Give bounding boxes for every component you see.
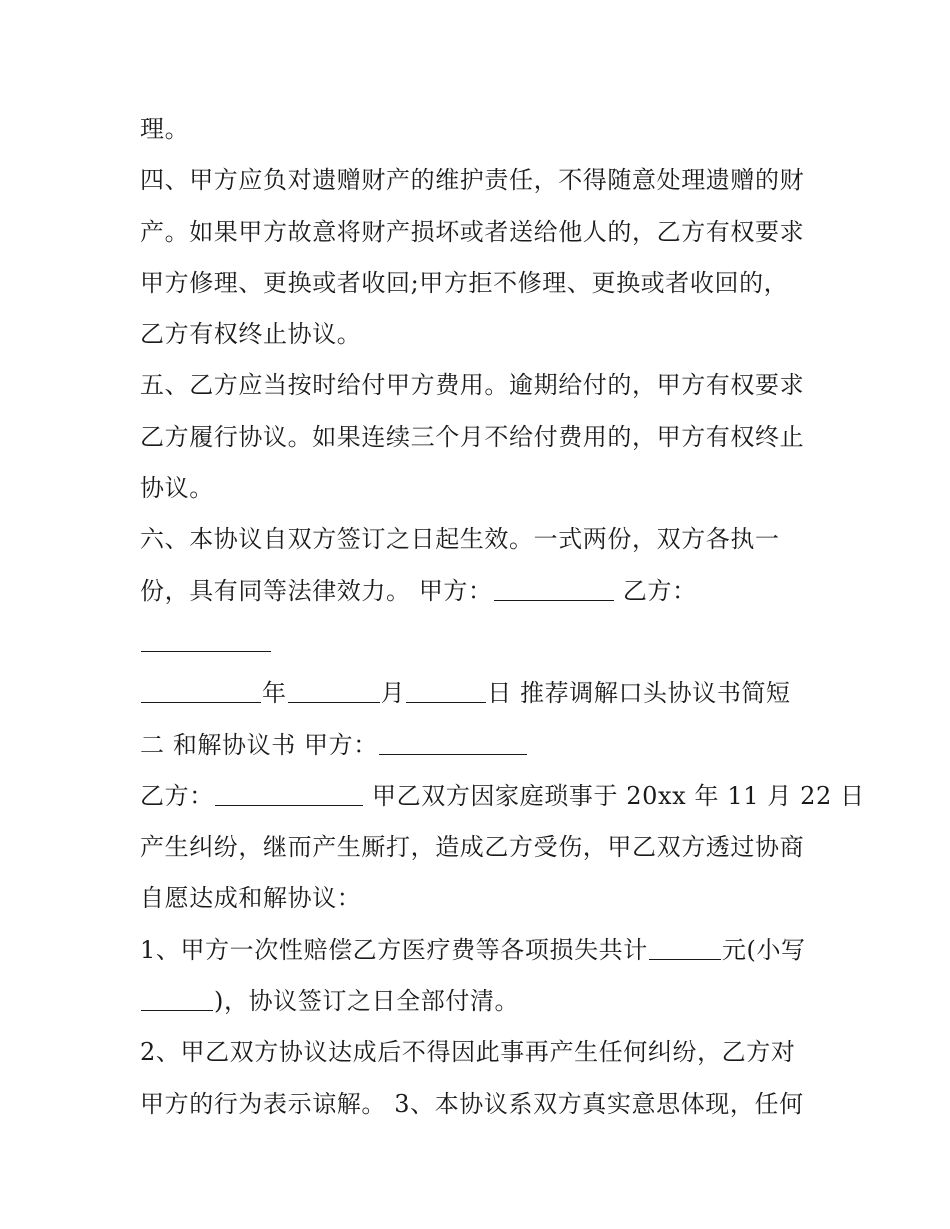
amount-lowercase-blank xyxy=(141,986,213,1011)
text-segment: )，协议签订之日全部付清。 xyxy=(214,987,520,1016)
text-line: 甲方修理、更换或者收回;甲方拒不修理、更换或者收回的， xyxy=(140,268,789,297)
year-blank xyxy=(141,678,261,703)
text-line xyxy=(140,566,820,617)
text-segment: 日 推荐调解口头协议书简短 xyxy=(487,679,791,708)
party-a-blank xyxy=(379,730,527,755)
text-line xyxy=(140,925,820,976)
text-line xyxy=(140,976,820,1027)
text-line: 五、乙方应当按时给付甲方费用。逾期给付的，甲方有权要求 xyxy=(140,371,805,400)
text-segment: 元(小写 xyxy=(721,935,806,964)
text-segment: 二 和解协议书 甲方： xyxy=(140,730,378,759)
amount-blank xyxy=(649,935,721,960)
text-line: 理。 xyxy=(140,115,190,143)
text-line: 协议。 xyxy=(140,474,214,503)
text-line: 自愿达成和解协议： xyxy=(140,884,362,913)
text-segment: 乙方： xyxy=(614,576,697,605)
party-a-blank xyxy=(494,576,614,601)
text-line xyxy=(140,617,820,668)
text-line: 甲方的行为表示谅解。 3、本协议系双方真实意思体现，任何 xyxy=(140,1089,804,1118)
text-segment: 乙方： xyxy=(140,781,214,810)
document-body xyxy=(140,104,865,1130)
text-line: 乙方履行协议。如果连续三个月不给付费用的，甲方有权终止 xyxy=(140,422,805,451)
party-b-blank xyxy=(141,627,271,652)
party-b-blank xyxy=(215,781,363,806)
text-line xyxy=(140,668,820,719)
text-line: 产。如果甲方故意将财产损坏或者送给他人的，乙方有权要求 xyxy=(140,217,805,246)
text-line: 2、甲乙双方协议达成后不得因此事再产生任何纠纷，乙方对 xyxy=(140,1038,796,1067)
month-blank xyxy=(288,678,380,703)
text-segment: 1、甲方一次性赔偿乙方医疗费等各项损失共计 xyxy=(140,935,648,964)
text-line: 四、甲方应负对遗赠财产的维护责任，不得随意处理遗赠的财 xyxy=(140,166,805,195)
day-blank xyxy=(406,678,486,703)
text-line: 乙方有权终止协议。 xyxy=(140,320,362,349)
month-label: 月 xyxy=(380,679,406,708)
text-segment: 份，具有同等法律效力。 甲方： xyxy=(140,576,493,605)
year-label: 年 xyxy=(262,679,287,708)
text-line: 产生纠纷，继而产生厮打，造成乙方受伤，甲乙双方透过协商 xyxy=(140,833,805,862)
text-line xyxy=(140,720,820,771)
text-line xyxy=(140,771,865,822)
text-segment: 甲乙双方因家庭琐事于 20xx 年 11 月 22 日 xyxy=(363,781,865,810)
text-line: 六、本协议自双方签订之日起生效。一式两份，双方各执一 xyxy=(140,525,780,554)
